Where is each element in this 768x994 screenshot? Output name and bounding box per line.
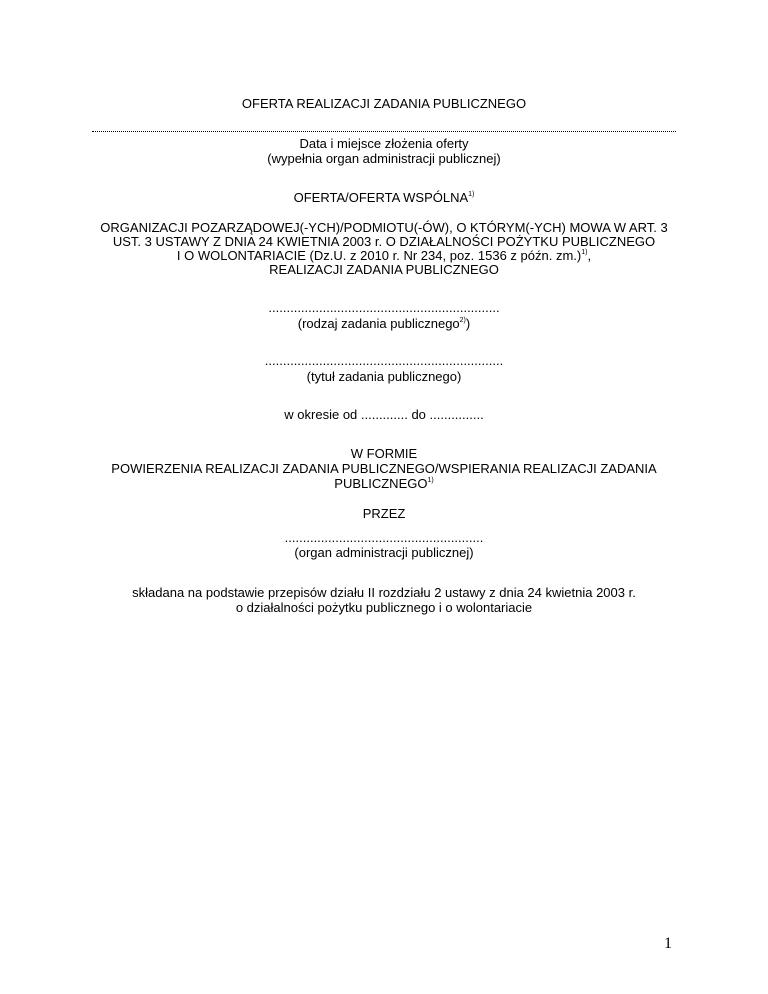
task-kind-text: (rodzaj zadania publicznego (297, 316, 460, 331)
form-line-2-text: PUBLICZNEGO (334, 476, 428, 491)
date-place-dotted-line (92, 131, 676, 132)
basis-line-1: składana na podstawie przepisów działu II rozdziału 2 ustawy z dnia 24 kwietnia 2003 r. (132, 585, 636, 600)
offer-type-heading (0, 190, 768, 205)
period-line: w okresie od ............. do ............... (284, 407, 484, 422)
task-title-dots: .................................................................. (264, 353, 504, 368)
org-line-1: ORGANIZACJI POZARZĄDOWEJ(-YCH)/PODMIOTU(-ÓW), O KTÓRYM(-YCH) MOWA W ART. 3 (100, 220, 668, 235)
org-line-3 (0, 248, 768, 263)
task-title-label: (tytuł zadania publicznego) (306, 369, 462, 384)
form-line-2-footnote: 1) (427, 477, 434, 484)
org-line-3-tail: , (587, 248, 592, 263)
date-place-note: (wypełnia organ administracji publicznej) (267, 151, 501, 166)
by-heading: PRZEZ (362, 506, 406, 521)
task-kind-label (0, 316, 768, 331)
document-title: OFERTA REALIZACJI ZADANIA PUBLICZNEGO (241, 96, 527, 111)
org-line-4: REALIZACJI ZADANIA PUBLICZNEGO (269, 262, 499, 277)
task-kind-footnote: 2) (459, 317, 466, 324)
org-line-3-footnote: 1) (581, 249, 588, 256)
task-kind-dots: ................................................................ (268, 300, 500, 315)
organ-dots: ....................................................... (284, 530, 484, 545)
basis-line-2: o działalności pożytku publicznego i o wolontariacie (235, 600, 533, 615)
offer-type-text: OFERTA/OFERTA WSPÓLNA (293, 190, 469, 205)
task-kind-tail: ) (465, 316, 471, 331)
form-heading: W FORMIE (350, 446, 418, 461)
organ-label: (organ administracji publicznej) (294, 545, 474, 560)
form-line-1: POWIERZENIA REALIZACJI ZADANIA PUBLICZNEGO/WSPIERANIA REALIZACJI ZADANIA (111, 461, 657, 476)
org-line-2: UST. 3 USTAWY Z DNIA 24 KWIETNIA 2003 r. O DZIAŁALNOŚCI POŻYTKU PUBLICZNEGO (112, 234, 656, 249)
date-place-label: Data i miejsce złożenia oferty (299, 136, 469, 151)
offer-type-footnote: 1) (468, 191, 475, 198)
org-line-3-text: I O WOLONTARIACIE (Dz.U. z 2010 r. Nr 234, poz. 1536 z późn. zm.) (176, 248, 582, 263)
page-number: 1 (664, 935, 672, 952)
form-line-2 (0, 476, 768, 491)
